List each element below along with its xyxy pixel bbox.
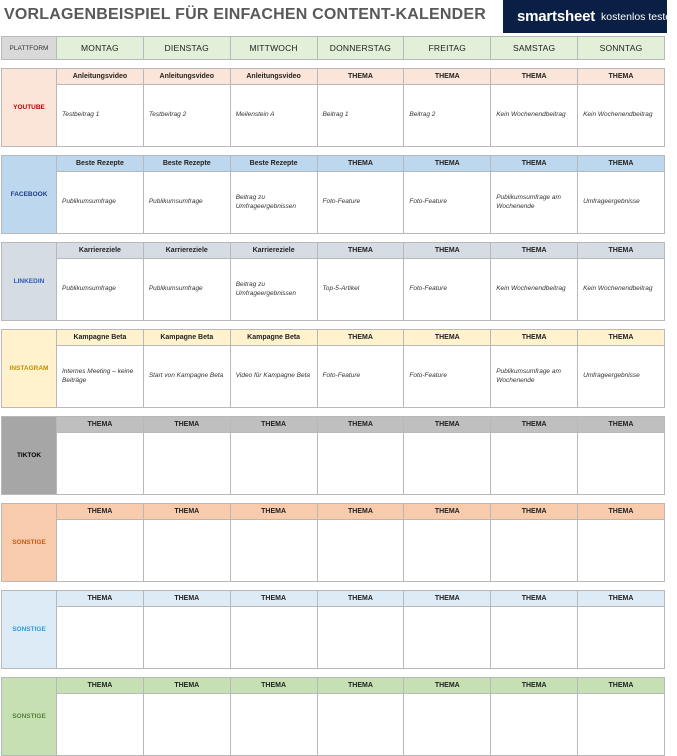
topic-cell[interactable]: THEMA: [404, 156, 491, 172]
entry-cell[interactable]: Kein Wochenendbeitrag: [491, 259, 578, 321]
entry-cell[interactable]: [57, 607, 144, 669]
entry-row: [57, 607, 665, 669]
topic-cell[interactable]: THEMA: [491, 243, 578, 259]
platform-block: [1, 677, 665, 756]
platform-label: INSTAGRAM: [1, 329, 57, 408]
topic-cell[interactable]: THEMA: [318, 591, 405, 607]
entry-row: [57, 433, 665, 495]
entry-cell[interactable]: [144, 607, 231, 669]
entry-cell[interactable]: Publikumsumfrage: [57, 259, 144, 321]
topic-cell[interactable]: THEMA: [404, 591, 491, 607]
day-header-label: DIENSTAG: [164, 43, 209, 53]
day-header-label: FREITAG: [428, 43, 467, 53]
platform-label: TIKTOK: [1, 416, 57, 495]
entry-row: [57, 520, 665, 582]
entry-cell[interactable]: Kein Wochenendbeitrag: [491, 85, 578, 147]
entry-cell[interactable]: [318, 694, 405, 756]
topic-row: [57, 243, 665, 259]
topic-cell[interactable]: THEMA: [231, 591, 318, 607]
topic-cell[interactable]: THEMA: [491, 330, 578, 346]
topic-cell[interactable]: THEMA: [318, 330, 405, 346]
entry-cell[interactable]: [318, 520, 405, 582]
entry-row: [57, 172, 665, 234]
topic-cell[interactable]: THEMA: [57, 678, 144, 694]
platform-days: [57, 68, 665, 147]
platform-column-header: [1, 36, 57, 60]
entry-cell[interactable]: [578, 607, 665, 669]
day-header: [144, 36, 231, 60]
topic-cell[interactable]: THEMA: [404, 330, 491, 346]
entry-cell[interactable]: [404, 433, 491, 495]
day-header: [57, 36, 144, 60]
platform-days: [57, 503, 665, 582]
topic-cell[interactable]: Kampagne Beta: [57, 330, 144, 346]
entry-cell[interactable]: Beitrag 1: [318, 85, 405, 147]
day-header-label: MONTAG: [80, 43, 119, 53]
entry-cell[interactable]: [144, 433, 231, 495]
platform-blocks: [1, 68, 665, 756]
entry-cell[interactable]: Publikumsumfrage: [144, 259, 231, 321]
platform-label: LINKEDIN: [1, 242, 57, 321]
topic-cell[interactable]: THEMA: [404, 69, 491, 85]
free-trial-link[interactable]: kostenlos testen: [601, 10, 677, 23]
topic-cell[interactable]: THEMA: [404, 504, 491, 520]
entry-cell[interactable]: [578, 694, 665, 756]
entry-cell[interactable]: [57, 694, 144, 756]
topic-cell[interactable]: Kampagne Beta: [144, 330, 231, 346]
header-row: [1, 36, 665, 60]
platform-block: [1, 242, 665, 321]
entry-cell[interactable]: Start von Kampagne Beta: [144, 346, 231, 408]
entry-cell[interactable]: Foto-Feature: [318, 346, 405, 408]
topic-cell[interactable]: THEMA: [318, 417, 405, 433]
topic-cell[interactable]: THEMA: [144, 504, 231, 520]
entry-cell[interactable]: [404, 520, 491, 582]
topic-cell[interactable]: Beste Rezepte: [57, 156, 144, 172]
entry-cell[interactable]: Kein Wochenendbeitrag: [578, 85, 665, 147]
day-header-label: DONNERSTAG: [329, 43, 392, 53]
topic-row: [57, 591, 665, 607]
topic-cell[interactable]: THEMA: [491, 678, 578, 694]
topic-row: [57, 330, 665, 346]
platform-block: [1, 155, 665, 234]
day-header-label: MITTWOCH: [249, 43, 298, 53]
topic-cell[interactable]: THEMA: [144, 678, 231, 694]
entry-cell[interactable]: [57, 520, 144, 582]
topic-cell[interactable]: THEMA: [318, 156, 405, 172]
platform-days: [57, 590, 665, 669]
platform-label: SONSTIGE: [1, 590, 57, 669]
entry-cell[interactable]: Publikumsumfrage: [144, 172, 231, 234]
entry-cell[interactable]: [404, 607, 491, 669]
entry-row: [57, 694, 665, 756]
topic-cell[interactable]: Kampagne Beta: [231, 330, 318, 346]
topic-cell[interactable]: THEMA: [404, 417, 491, 433]
entry-cell[interactable]: Top-5-Artikel: [318, 259, 405, 321]
topic-cell[interactable]: Karriereziele: [144, 243, 231, 259]
topic-cell[interactable]: Anleitungsvideo: [144, 69, 231, 85]
platform-block: [1, 416, 665, 495]
entry-cell[interactable]: Foto-Feature: [404, 172, 491, 234]
topic-cell[interactable]: THEMA: [578, 591, 665, 607]
topic-cell[interactable]: Beste Rezepte: [231, 156, 318, 172]
entry-cell[interactable]: Beitrag zu Umfrageergebnissen: [231, 172, 318, 234]
entry-cell[interactable]: [578, 433, 665, 495]
platform-block: [1, 503, 665, 582]
topic-row: [57, 156, 665, 172]
day-header-label: SAMSTAG: [512, 43, 556, 53]
topic-cell[interactable]: Anleitungsvideo: [57, 69, 144, 85]
topic-cell[interactable]: THEMA: [318, 678, 405, 694]
content-calendar: [1, 36, 665, 756]
topic-row: [57, 678, 665, 694]
platform-days: [57, 329, 665, 408]
topic-cell[interactable]: THEMA: [491, 417, 578, 433]
topic-cell[interactable]: THEMA: [318, 69, 405, 85]
entry-cell[interactable]: Internes Meeting – keine Beiträge: [57, 346, 144, 408]
topic-cell[interactable]: THEMA: [491, 69, 578, 85]
topic-cell[interactable]: THEMA: [57, 417, 144, 433]
entry-cell[interactable]: [491, 607, 578, 669]
topic-row: [57, 69, 665, 85]
entry-cell[interactable]: [318, 607, 405, 669]
topic-cell[interactable]: THEMA: [318, 243, 405, 259]
entry-cell[interactable]: Beitrag 2: [404, 85, 491, 147]
entry-cell[interactable]: [491, 694, 578, 756]
entry-cell[interactable]: Meilenstein A: [231, 85, 318, 147]
entry-cell[interactable]: Testbeitrag 1: [57, 85, 144, 147]
topic-cell[interactable]: THEMA: [578, 417, 665, 433]
smartsheet-banner[interactable]: [503, 0, 677, 33]
entry-cell[interactable]: Video für Kampagne Beta: [231, 346, 318, 408]
topic-row: [57, 417, 665, 433]
entry-cell[interactable]: [318, 433, 405, 495]
entry-cell[interactable]: [491, 520, 578, 582]
topic-cell[interactable]: THEMA: [318, 504, 405, 520]
topic-cell[interactable]: THEMA: [57, 504, 144, 520]
topic-cell[interactable]: THEMA: [578, 69, 665, 85]
topic-cell[interactable]: Karriereziele: [57, 243, 144, 259]
entry-cell[interactable]: Beitrag zu Umfrageergebnissen: [231, 259, 318, 321]
entry-cell[interactable]: [491, 433, 578, 495]
platform-block: [1, 590, 665, 669]
topic-cell[interactable]: THEMA: [491, 504, 578, 520]
page-title: VORLAGENBEISPIEL FÜR EINFACHEN CONTENT-KALENDER: [4, 6, 487, 23]
entry-cell[interactable]: [578, 520, 665, 582]
topic-cell[interactable]: Karriereziele: [231, 243, 318, 259]
entry-cell[interactable]: Foto-Feature: [404, 346, 491, 408]
entry-row: [57, 259, 665, 321]
platform-label: SONSTIGE: [1, 503, 57, 582]
platform-days: [57, 155, 665, 234]
entry-cell[interactable]: [144, 694, 231, 756]
topic-cell[interactable]: THEMA: [491, 156, 578, 172]
entry-cell[interactable]: Kein Wochenendbeitrag: [578, 259, 665, 321]
platform-days: [57, 416, 665, 495]
entry-cell[interactable]: Testbeitrag 2: [144, 85, 231, 147]
day-header: [318, 36, 405, 60]
topic-row: [57, 504, 665, 520]
topic-cell[interactable]: THEMA: [578, 156, 665, 172]
platform-block: [1, 329, 665, 408]
entry-row: [57, 346, 665, 408]
entry-cell[interactable]: [231, 520, 318, 582]
topic-cell[interactable]: THEMA: [578, 243, 665, 259]
topic-cell[interactable]: THEMA: [231, 678, 318, 694]
topic-cell[interactable]: THEMA: [144, 417, 231, 433]
platform-label: FACEBOOK: [1, 155, 57, 234]
platform-days: [57, 242, 665, 321]
platform-block: [1, 68, 665, 147]
entry-cell[interactable]: Publikumsumfrage: [57, 172, 144, 234]
day-header: [231, 36, 318, 60]
platform-header-label: PLATTFORM: [9, 44, 49, 52]
topic-cell[interactable]: THEMA: [231, 417, 318, 433]
day-header: [491, 36, 578, 60]
topic-cell[interactable]: THEMA: [231, 504, 318, 520]
topic-cell[interactable]: THEMA: [578, 504, 665, 520]
entry-cell[interactable]: Publikumsumfrage am Wochenende: [491, 346, 578, 408]
platform-label: SONSTIGE: [1, 677, 57, 756]
entry-cell[interactable]: [231, 694, 318, 756]
topic-cell[interactable]: THEMA: [578, 678, 665, 694]
entry-row: [57, 85, 665, 147]
entry-cell[interactable]: [231, 433, 318, 495]
platform-label: YOUTUBE: [1, 68, 57, 147]
topic-cell[interactable]: Beste Rezepte: [144, 156, 231, 172]
topic-cell[interactable]: THEMA: [404, 678, 491, 694]
platform-days: [57, 677, 665, 756]
topic-cell[interactable]: THEMA: [57, 591, 144, 607]
day-header: [578, 36, 665, 60]
topic-cell[interactable]: Anleitungsvideo: [231, 69, 318, 85]
brand-name: smartsheet: [517, 8, 596, 25]
topic-cell[interactable]: THEMA: [404, 243, 491, 259]
entry-cell[interactable]: [57, 433, 144, 495]
entry-cell[interactable]: Umfrageergebnisse: [578, 346, 665, 408]
entry-cell[interactable]: Umfrageergebnisse: [578, 172, 665, 234]
entry-cell[interactable]: [404, 694, 491, 756]
topic-cell[interactable]: THEMA: [144, 591, 231, 607]
day-header-label: SONNTAG: [599, 43, 643, 53]
topic-cell[interactable]: THEMA: [491, 591, 578, 607]
entry-cell[interactable]: Publikumsumfrage am Wochenende: [491, 172, 578, 234]
topic-cell[interactable]: THEMA: [578, 330, 665, 346]
entry-cell[interactable]: Foto-Feature: [404, 259, 491, 321]
day-header: [404, 36, 491, 60]
entry-cell[interactable]: [144, 520, 231, 582]
entry-cell[interactable]: [231, 607, 318, 669]
entry-cell[interactable]: Foto-Feature: [318, 172, 405, 234]
